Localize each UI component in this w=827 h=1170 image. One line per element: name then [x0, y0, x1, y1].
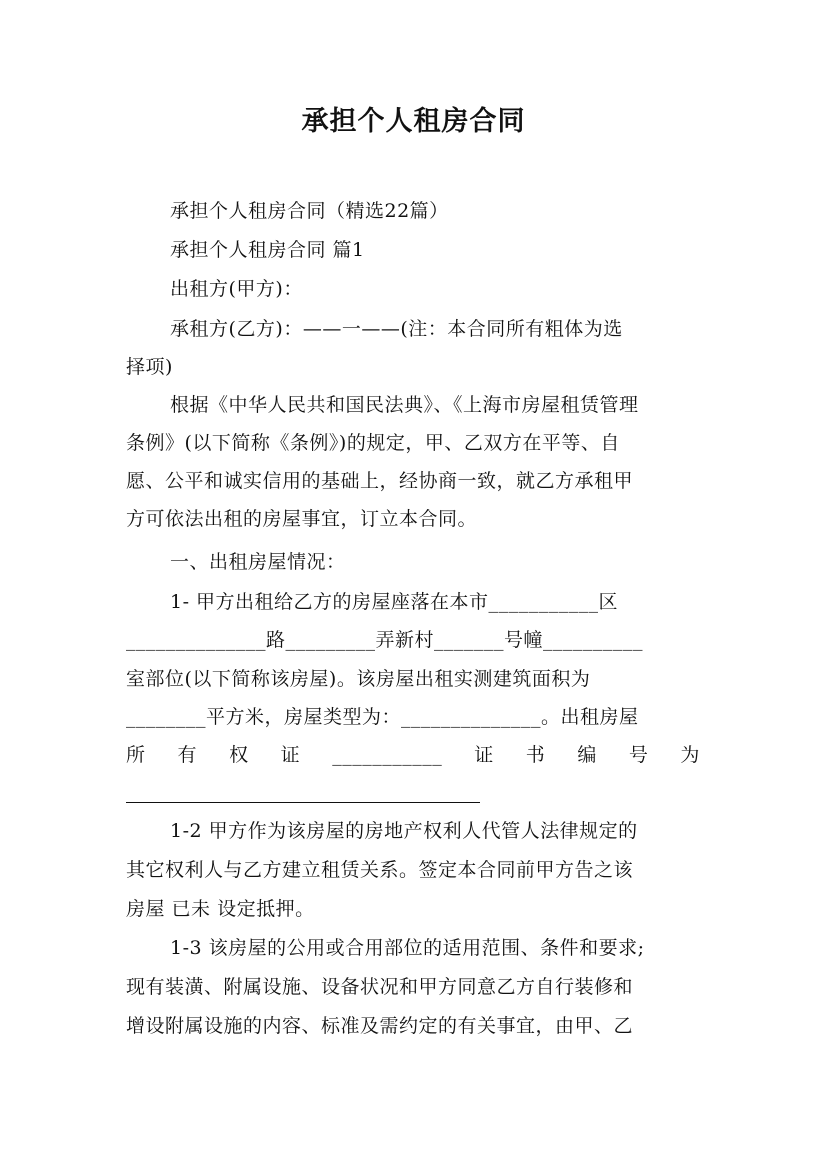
- paragraph-line: 1- 甲方出租给乙方的房屋座落在本市___________区: [170, 591, 619, 613]
- spread-part: 证: [280, 744, 301, 766]
- paragraph-line: ______________路_________弄新村_______号幢__________: [126, 629, 644, 651]
- spread-part: 为: [680, 744, 700, 766]
- paragraph-line: 条例》(以下简称《条例》)的规定，甲、乙双方在平等、自: [126, 432, 620, 454]
- blank-underline: [126, 802, 480, 803]
- section-heading: 一、出租房屋情况：: [170, 551, 346, 573]
- document-title: 承担个人租房合同: [301, 106, 526, 137]
- blank-field: ___________: [332, 744, 443, 766]
- paragraph-line: 室部位(以下简称该房屋)。该房屋出租实测建筑面积为: [126, 668, 591, 690]
- paragraph-line: 愿、公平和诚实信用的基础上，经协商一致，就乙方承租甲: [126, 470, 634, 492]
- paragraph-line: 增设附属设施的内容、标准及需约定的有关事宜，由甲、乙: [126, 1015, 634, 1037]
- spread-part: 权: [229, 744, 249, 766]
- paragraph-line: 方可依法出租的房屋事宜，订立本合同。: [126, 508, 478, 530]
- paragraph-line: 承租方(乙方)：——一——(注：本合同所有粗体为选: [170, 318, 623, 340]
- paragraph-line: 承担个人租房合同 篇1: [170, 239, 365, 261]
- spread-part: 证: [474, 744, 494, 766]
- paragraph-line: 房屋 已未 设定抵押。: [126, 898, 315, 920]
- paragraph-line: 1-3 该房屋的公用或合用部位的适用范围、条件和要求;: [170, 937, 645, 959]
- paragraph-line: 1-2 甲方作为该房屋的房地产权利人代管人法律规定的: [170, 820, 638, 842]
- spread-part: 有: [177, 744, 198, 766]
- paragraph-line: 择项): [126, 356, 173, 378]
- paragraph-line: 承担个人租房合同（精选22篇）: [170, 200, 449, 222]
- paragraph-line: ________平方米，房屋类型为：______________。出租房屋: [126, 706, 639, 728]
- paragraph-line: 出租方(甲方)：: [170, 278, 303, 300]
- spread-line: [126, 736, 700, 774]
- spread-part: 书: [525, 744, 546, 766]
- spread-part: 号: [628, 744, 649, 766]
- paragraph-line: 其它权利人与乙方建立租赁关系。签定本合同前甲方告之该: [126, 859, 634, 881]
- spread-part: 所: [126, 744, 146, 766]
- paragraph-line: 根据《中华人民共和国民法典》、《上海市房屋租赁管理: [170, 394, 639, 416]
- spread-part: 编: [577, 744, 597, 766]
- paragraph-line: 现有装潢、附属设施、设备状况和甲方同意乙方自行装修和: [126, 976, 634, 998]
